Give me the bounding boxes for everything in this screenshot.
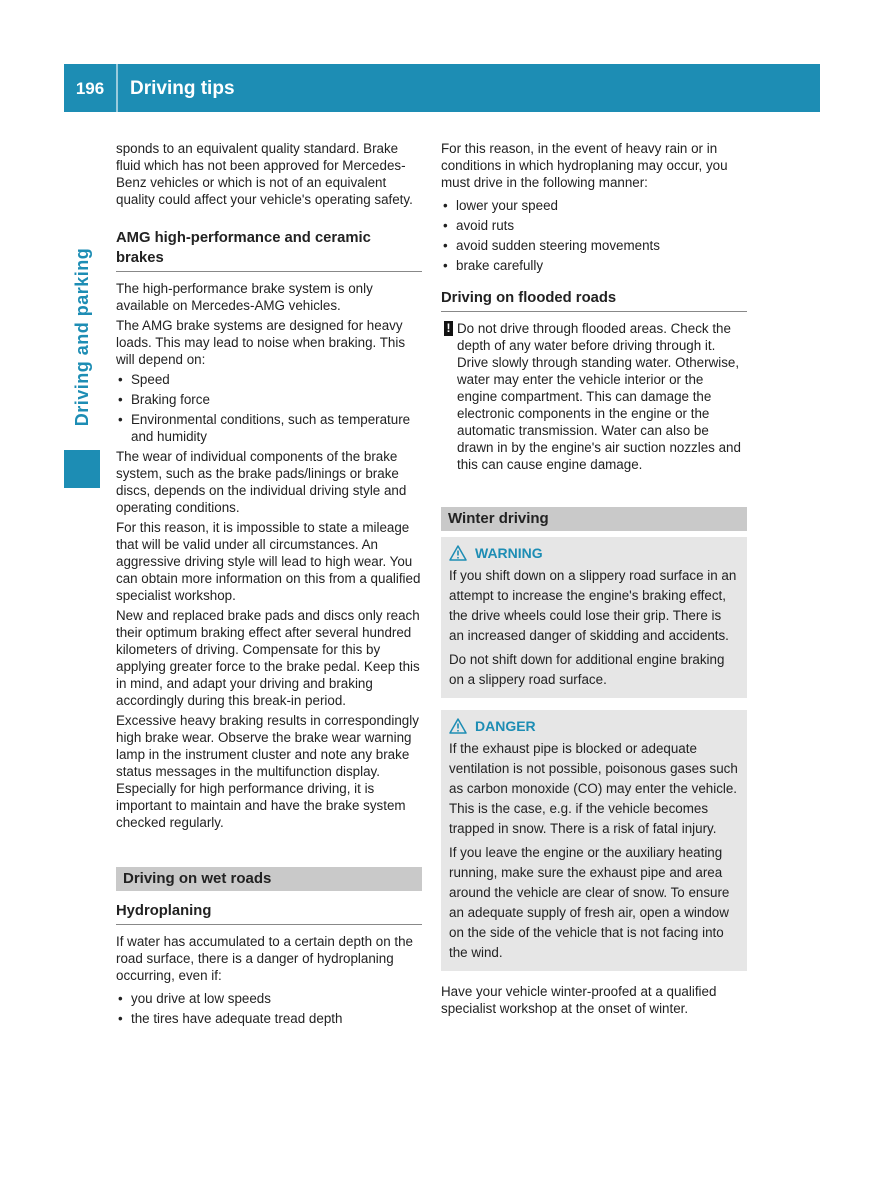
danger-paragraph-1: If the exhaust pipe is blocked or adequate ventilation is not possible, poisonous gases such as carbon monoxide (CO) may enter the vehicle. This is the case, e.g. if the vehicle becomes trapped in snow. There is a risk of fatal injury. bbox=[449, 741, 738, 836]
amg-paragraph-4: For this reason, it is impossible to state a mileage that will be valid under all circumstances. An aggressive driving style will lead to high wear. You can obtain more information on this from a qualified specialist workshop. bbox=[116, 520, 421, 603]
intro-paragraph: sponds to an equivalent quality standard. Brake fluid which has not been approved for Mercedes-Benz vehicles or which is not of an equivalent quality could affect your vehicle's operating safety. bbox=[116, 141, 413, 207]
amg-paragraph-3: The wear of individual components of the brake system, such as the brake pads/linings or brake discs, depends on the individual driving style and operating conditions. bbox=[116, 449, 407, 515]
flood-note-text: Do not drive through flooded areas. Check the depth of any water before driving through it. Drive slowly through standing water. Otherwise, water may enter the vehicle interior or the engine compartment. This can damage the electronic components in the engine or the automatic transmission. Water can also be drawn in by the engine's air suction nozzles and this can cause engine damage. bbox=[457, 321, 741, 472]
danger-label: DANGER bbox=[475, 718, 536, 734]
side-tab-label: Driving and parking bbox=[72, 247, 92, 427]
danger-paragraph-2: If you leave the engine or the auxiliary heating running, make sure the exhaust pipe and area around the vehicle are clear of snow. To ensure an adequate supply of fresh air, open a window on the side of the vehicle that is not facing into the wind. bbox=[449, 845, 730, 960]
danger-header bbox=[449, 716, 739, 736]
section-bar-winter-driving: Winter driving bbox=[441, 507, 747, 531]
rain-paragraph: For this reason, in the event of heavy rain or in conditions in which hydroplaning may occur, you must drive in the following manner: bbox=[441, 141, 728, 190]
warning-triangle-icon bbox=[449, 545, 467, 561]
hydroplaning-heading: Hydroplaning bbox=[116, 901, 422, 925]
rain-list bbox=[441, 197, 747, 274]
exclamation-icon: ! bbox=[444, 321, 453, 336]
side-tab-marker bbox=[64, 450, 100, 488]
page-title: Driving tips bbox=[130, 77, 235, 99]
warning-paragraph-1: If you shift down on a slippery road surface in an attempt to increase the engine's braking effect, the drive wheels could lose their grip. There is an increased danger of skidding and accidents. bbox=[449, 568, 737, 643]
amg-heading: AMG high-performance and ceramic brakes bbox=[116, 228, 422, 272]
amg-paragraph-5: New and replaced brake pads and discs only reach their optimum braking effect after several hundred kilometers of driving. Compensate for this by applying greater force to the brake pedal. Keep this in mind, and adapt your driving and braking accordingly during this break-in period. bbox=[116, 608, 420, 708]
flooded-roads-heading: Driving on flooded roads bbox=[441, 288, 747, 312]
hydroplaning-paragraph: If water has accumulated to a certain depth on the road surface, there is a danger of hydroplaning occurring, even if: bbox=[116, 934, 414, 983]
amg-paragraph-6: Excessive heavy braking results in correspondingly high brake wear. Observe the brake wear warning lamp in the instrument cluster and note any brake status messages in the multifunction display. Especially for high performance driving, it is important to maintain and have the brake system checked regularly. bbox=[116, 713, 419, 830]
page-number: 196 bbox=[64, 64, 118, 112]
warning-box bbox=[441, 537, 747, 698]
warning-header bbox=[449, 543, 739, 563]
list-item: • Braking force bbox=[116, 391, 422, 408]
warning-paragraph-2: Do not shift down for additional engine braking on a slippery road surface. bbox=[449, 652, 725, 687]
list-item: • avoid sudden steering movements bbox=[441, 237, 747, 254]
amg-paragraph-1: The high-performance brake system is only available on Mercedes-AMG vehicles. bbox=[116, 281, 373, 313]
amg-list bbox=[116, 371, 422, 445]
warning-triangle-icon bbox=[449, 718, 467, 734]
list-item: • avoid ruts bbox=[441, 217, 747, 234]
danger-box bbox=[441, 710, 747, 971]
winter-paragraph: Have your vehicle winter-proofed at a qualified specialist workshop at the onset of winter. bbox=[441, 984, 717, 1016]
warning-label: WARNING bbox=[475, 545, 543, 561]
list-item: • brake carefully bbox=[441, 257, 747, 274]
page-header bbox=[64, 64, 820, 112]
hydroplaning-list bbox=[116, 990, 422, 1027]
list-item: • Environmental conditions, such as temperature and humidity bbox=[116, 411, 422, 445]
right-column bbox=[441, 140, 747, 1020]
list-item: • Speed bbox=[116, 371, 422, 388]
list-item: • you drive at low speeds bbox=[116, 990, 422, 1007]
section-bar-wet-roads: Driving on wet roads bbox=[116, 867, 422, 891]
flood-note bbox=[441, 320, 747, 473]
amg-paragraph-2: The AMG brake systems are designed for heavy loads. This may lead to noise when braking. This will depend on: bbox=[116, 318, 406, 367]
left-column bbox=[116, 140, 422, 1030]
list-item: • lower your speed bbox=[441, 197, 747, 214]
list-item: • the tires have adequate tread depth bbox=[116, 1010, 422, 1027]
